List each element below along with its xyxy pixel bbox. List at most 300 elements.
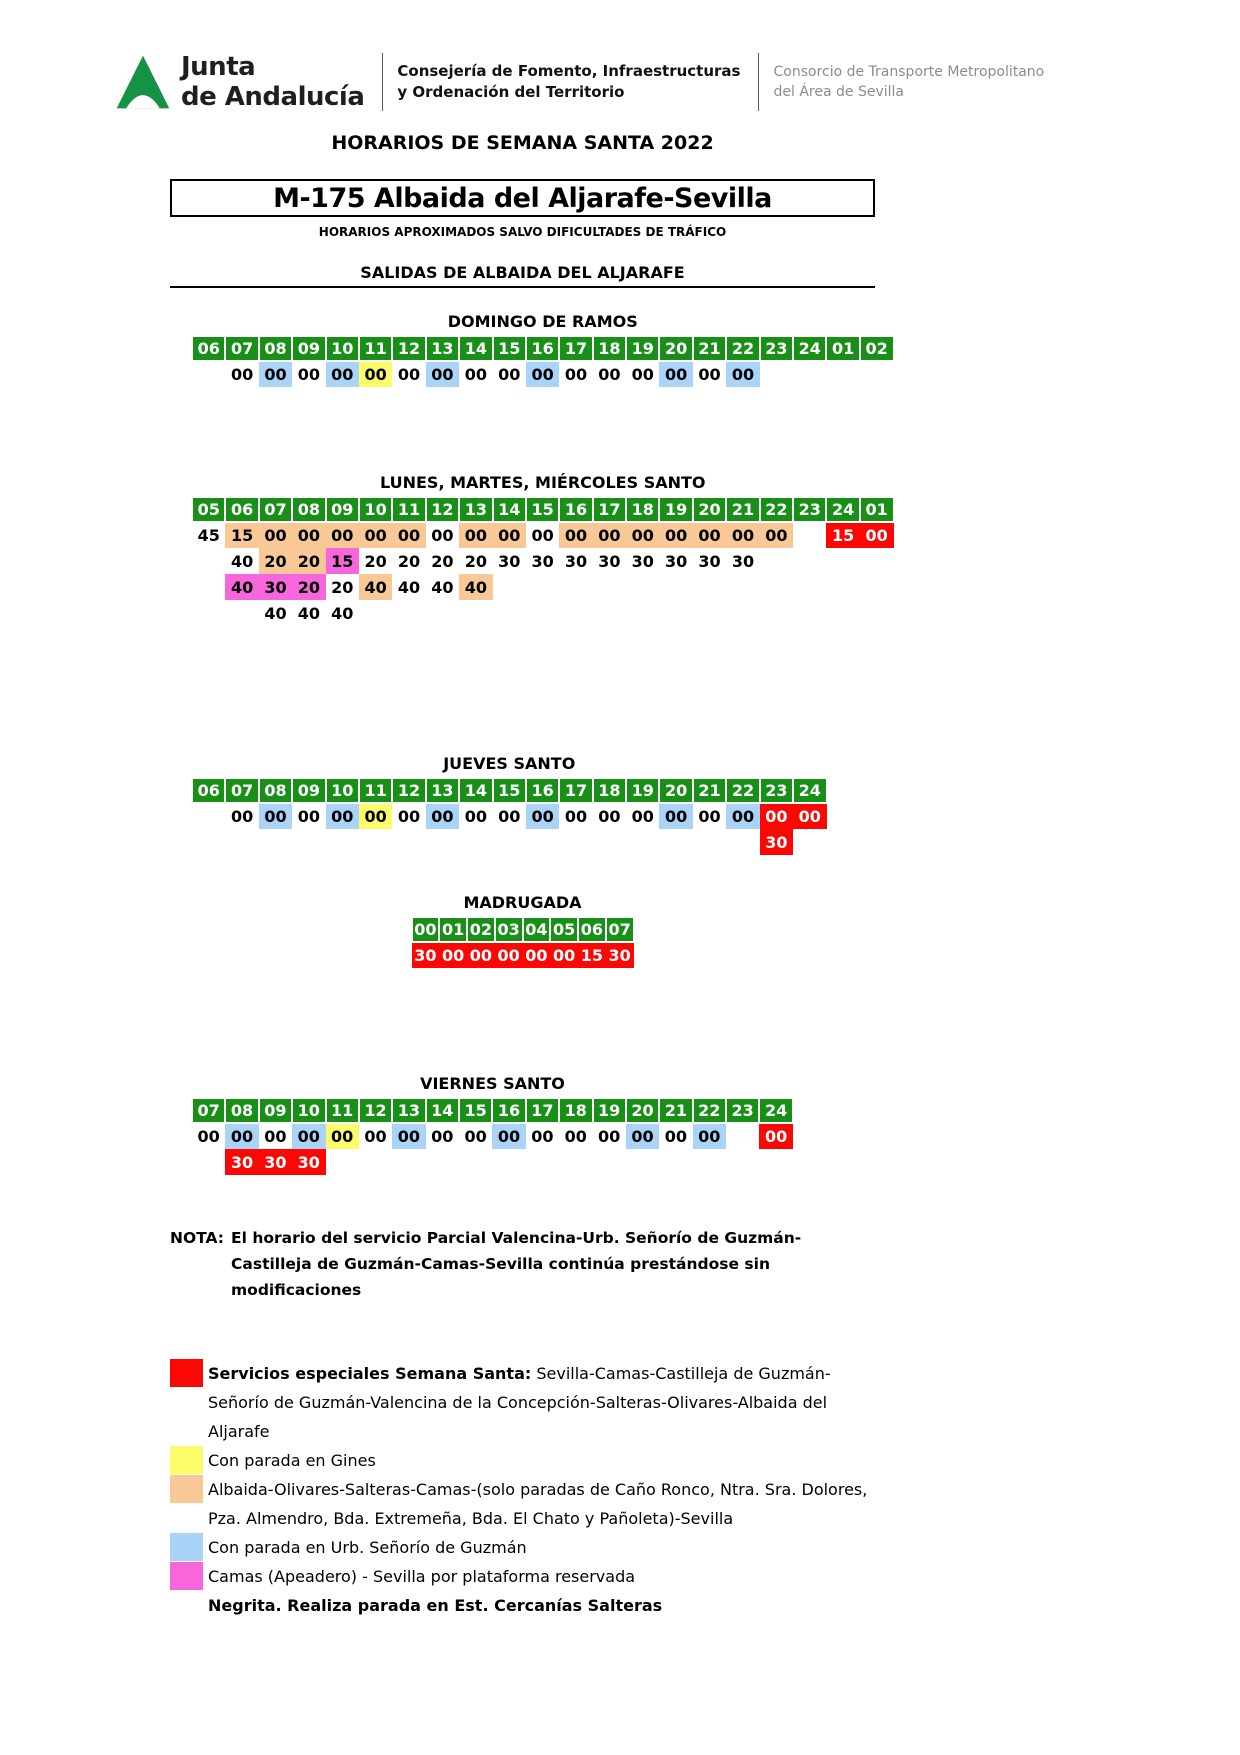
minute-cell: 15 xyxy=(326,548,359,574)
hour-cell: 09 xyxy=(292,778,325,803)
empty-cell xyxy=(392,1149,425,1175)
timetables xyxy=(170,312,888,1175)
hour-cell: 21 xyxy=(693,336,726,361)
hour-cell: 24 xyxy=(826,497,859,522)
hour-header-row xyxy=(192,778,827,803)
minute-cell: 00 xyxy=(598,1127,621,1146)
legend xyxy=(170,1359,875,1620)
minute-cell: 30 xyxy=(731,551,755,571)
empty-cell xyxy=(192,600,225,626)
empty-cell xyxy=(693,1149,726,1175)
hour-cell: 01 xyxy=(826,336,859,361)
empty-cell xyxy=(593,574,626,600)
minutes-row xyxy=(192,1149,793,1175)
minute-cell: 00 xyxy=(531,1127,554,1146)
minute-cell: 20 xyxy=(431,551,454,571)
empty-cell xyxy=(225,829,258,855)
hour-cell: 08 xyxy=(225,1098,258,1123)
empty-cell xyxy=(860,361,894,387)
minute-cell: 20 xyxy=(292,574,325,600)
minute-cell: 40 xyxy=(297,603,320,623)
minute-cell: 00 xyxy=(498,365,521,384)
empty-cell xyxy=(860,548,894,574)
hour-cell: 12 xyxy=(392,336,425,361)
hour-cell: 09 xyxy=(292,336,325,361)
hour-cell: 08 xyxy=(259,336,292,361)
minute-cell: 00 xyxy=(659,361,692,387)
empty-cell xyxy=(626,829,659,855)
dept-line-2: y Ordenación del Territorio xyxy=(397,83,625,101)
minutes-row xyxy=(192,600,894,626)
empty-cell xyxy=(493,600,526,626)
brand-line-2: de Andalucía xyxy=(181,82,365,112)
minutes-row xyxy=(192,548,894,574)
empty-cell xyxy=(192,1149,225,1175)
minute-cell: 00 xyxy=(464,807,487,826)
hour-cell: 17 xyxy=(593,497,626,522)
hour-cell: 05 xyxy=(192,497,225,522)
minute-cell: 30 xyxy=(698,551,721,571)
empty-cell xyxy=(793,600,826,626)
hour-cell: 00 xyxy=(412,917,440,942)
route-title: M-175 Albaida del Aljarafe-Sevilla xyxy=(273,182,772,214)
empty-cell xyxy=(359,1149,392,1175)
hour-cell: 15 xyxy=(459,1098,492,1123)
hour-cell: 14 xyxy=(459,336,492,361)
hour-cell: 17 xyxy=(526,1098,559,1123)
empty-cell xyxy=(793,548,826,574)
hour-cell: 15 xyxy=(493,778,526,803)
minute-cell: 20 xyxy=(259,548,292,574)
legend-text: Camas (Apeadero) - Sevilla por plataforma reservada xyxy=(208,1567,636,1586)
hour-cell: 03 xyxy=(495,917,523,942)
section-rule xyxy=(170,286,875,288)
minute-cell: 00 xyxy=(659,522,692,548)
document-content xyxy=(170,132,888,1620)
empty-cell xyxy=(326,829,359,855)
empty-cell xyxy=(493,574,526,600)
minute-cell: 00 xyxy=(698,365,721,384)
hour-cell: 21 xyxy=(726,497,759,522)
hour-cell: 07 xyxy=(225,778,258,803)
hour-cell: 06 xyxy=(578,917,606,942)
empty-cell xyxy=(626,600,659,626)
hour-cell: 10 xyxy=(326,778,359,803)
hour-cell: 22 xyxy=(726,778,759,803)
minute-cell: 20 xyxy=(397,551,421,571)
empty-cell xyxy=(659,829,692,855)
empty-cell xyxy=(760,361,793,387)
minute-cell: 00 xyxy=(860,522,894,548)
nota-block xyxy=(170,1225,875,1303)
minute-cell: 45 xyxy=(197,526,220,545)
minute-cell: 20 xyxy=(292,548,325,574)
hour-cell: 07 xyxy=(259,497,292,522)
minutes-row xyxy=(192,1123,793,1149)
empty-cell xyxy=(559,1149,592,1175)
minute-cell: 00 xyxy=(397,365,421,384)
hours-table xyxy=(411,916,635,968)
minute-cell: 00 xyxy=(292,1123,325,1149)
minute-cell: 00 xyxy=(467,942,495,968)
empty-cell xyxy=(659,1149,692,1175)
hour-cell: 19 xyxy=(593,1098,626,1123)
hour-cell: 22 xyxy=(693,1098,726,1123)
minute-cell: 00 xyxy=(359,361,392,387)
empty-cell xyxy=(426,1149,459,1175)
empty-cell xyxy=(326,1149,359,1175)
minute-cell: 30 xyxy=(598,551,621,571)
hour-cell: 08 xyxy=(292,497,325,522)
hour-cell: 16 xyxy=(526,336,559,361)
minute-cell: 00 xyxy=(793,803,826,829)
legend-swatch-yellow xyxy=(170,1446,203,1474)
minute-cell: 00 xyxy=(598,807,621,826)
hour-cell: 09 xyxy=(259,1098,292,1123)
hour-cell: 13 xyxy=(426,336,459,361)
minute-cell: 00 xyxy=(526,803,559,829)
minute-cell: 30 xyxy=(631,551,654,571)
minute-cell: 40 xyxy=(230,551,254,571)
consorcio-line-1: Consorcio de Transporte Metropolitano xyxy=(773,64,1045,80)
minute-cell: 00 xyxy=(626,1123,659,1149)
empty-cell xyxy=(793,829,826,855)
empty-cell xyxy=(726,574,759,600)
minute-cell: 30 xyxy=(259,574,292,600)
empty-cell xyxy=(760,574,793,600)
day-title: MADRUGADA xyxy=(463,893,582,912)
hour-cell: 11 xyxy=(359,336,392,361)
section-title: SALIDAS DE ALBAIDA DEL ALJARAFE xyxy=(360,263,685,282)
legend-text: Servicios especiales Semana Santa: Sevilla-Camas-Castilleja de Guzmán-Señorío de Guzmán-Valencina de la Concepción-Salteras-Olivares-Albaida del Aljarafe xyxy=(208,1364,831,1441)
empty-cell xyxy=(426,829,459,855)
hour-cell: 21 xyxy=(693,778,726,803)
minute-cell: 00 xyxy=(726,803,759,829)
nota-text: El horario del servicio Parcial Valencina-Urb. Señorío de Guzmán-Castilleja de Guzmán-Camas-Sevilla continúa prestándose sin modificaciones xyxy=(231,1229,802,1299)
empty-cell xyxy=(526,574,559,600)
minute-cell: 00 xyxy=(359,522,392,548)
hour-cell: 22 xyxy=(726,336,759,361)
hours-table xyxy=(191,1097,794,1175)
hour-cell: 18 xyxy=(626,497,659,522)
minute-cell: 00 xyxy=(326,1123,359,1149)
timetable-domingo-de-ramos xyxy=(191,312,895,387)
hour-cell: 05 xyxy=(550,917,578,942)
hour-cell: 12 xyxy=(359,1098,392,1123)
hour-cell: 14 xyxy=(493,497,526,522)
hour-cell: 12 xyxy=(426,497,459,522)
minute-cell: 30 xyxy=(259,1149,292,1175)
hour-cell: 16 xyxy=(559,497,592,522)
minute-cell: 00 xyxy=(464,365,487,384)
hour-cell: 19 xyxy=(659,497,692,522)
empty-cell xyxy=(760,600,793,626)
legend-swatch-pink xyxy=(170,1562,203,1590)
hour-cell: 15 xyxy=(493,336,526,361)
hour-cell: 16 xyxy=(526,778,559,803)
empty-cell xyxy=(192,829,225,855)
minute-cell: 30 xyxy=(760,829,793,855)
hour-cell: 07 xyxy=(606,917,634,942)
minute-cell: 40 xyxy=(431,577,454,597)
hour-cell: 10 xyxy=(326,336,359,361)
empty-cell xyxy=(826,600,859,626)
hours-table xyxy=(191,496,895,626)
hour-cell: 13 xyxy=(426,778,459,803)
empty-cell xyxy=(559,829,592,855)
minute-cell: 00 xyxy=(297,807,320,826)
hour-cell: 20 xyxy=(659,778,692,803)
minute-cell: 40 xyxy=(397,577,421,597)
minute-cell: 15 xyxy=(225,522,258,548)
header-divider-2 xyxy=(758,53,759,111)
hour-cell: 20 xyxy=(693,497,726,522)
legend-item xyxy=(170,1446,875,1475)
minute-cell: 00 xyxy=(626,522,659,548)
minute-cell: 20 xyxy=(364,551,387,571)
minute-cell: 00 xyxy=(693,1123,726,1149)
hour-cell: 07 xyxy=(225,336,258,361)
minute-cell: 00 xyxy=(439,942,467,968)
hour-cell: 18 xyxy=(593,336,626,361)
legend-item xyxy=(170,1591,875,1620)
minute-cell: 00 xyxy=(426,361,459,387)
empty-cell xyxy=(659,574,692,600)
minute-cell: 00 xyxy=(550,942,578,968)
minute-cell: 00 xyxy=(392,522,425,548)
minute-cell: 00 xyxy=(495,942,523,968)
nota-label: NOTA: xyxy=(170,1229,225,1247)
empty-cell xyxy=(793,361,826,387)
empty-cell xyxy=(693,574,726,600)
hour-cell: 24 xyxy=(793,778,826,803)
minute-cell: 00 xyxy=(230,807,254,826)
hour-cell: 22 xyxy=(760,497,793,522)
minute-cell: 40 xyxy=(331,603,354,623)
minute-cell: 30 xyxy=(606,942,634,968)
minute-cell: 00 xyxy=(297,365,320,384)
minute-cell: 00 xyxy=(564,1127,587,1146)
empty-cell xyxy=(192,548,225,574)
minute-cell: 00 xyxy=(593,522,626,548)
minute-cell: 00 xyxy=(197,1127,220,1146)
hour-cell: 23 xyxy=(760,336,793,361)
legend-swatch-blue xyxy=(170,1533,203,1561)
hour-cell: 10 xyxy=(292,1098,325,1123)
empty-cell xyxy=(492,1149,525,1175)
hour-cell: 06 xyxy=(192,336,225,361)
hour-cell: 11 xyxy=(392,497,425,522)
hour-cell: 06 xyxy=(192,778,225,803)
minute-cell: 20 xyxy=(331,577,354,597)
minute-cell: 00 xyxy=(559,522,592,548)
hour-cell: 02 xyxy=(467,917,495,942)
minute-cell: 00 xyxy=(659,803,692,829)
empty-cell xyxy=(259,829,292,855)
legend-text: Negrita. Realiza parada en Est. Cercanías Salteras xyxy=(208,1596,663,1615)
minute-cell: 00 xyxy=(693,522,726,548)
hour-cell: 14 xyxy=(459,778,492,803)
minute-cell: 00 xyxy=(431,1127,454,1146)
minute-cell: 00 xyxy=(760,522,793,548)
dept-line-1: Consejería de Fomento, Infraestructuras xyxy=(397,62,741,80)
hour-cell: 23 xyxy=(793,497,826,522)
hour-cell: 09 xyxy=(326,497,359,522)
empty-cell xyxy=(526,1149,559,1175)
junta-andalucia-logo xyxy=(115,52,171,112)
empty-cell xyxy=(459,829,492,855)
department-name xyxy=(397,61,740,103)
minute-cell: 00 xyxy=(392,1123,425,1149)
minutes-row xyxy=(412,942,634,968)
minutes-row xyxy=(192,522,894,548)
minute-cell: 00 xyxy=(726,522,759,548)
minute-cell: 00 xyxy=(493,522,526,548)
minute-cell: 00 xyxy=(359,803,392,829)
hour-cell: 11 xyxy=(359,778,392,803)
minute-cell: 00 xyxy=(230,365,254,384)
minute-cell: 00 xyxy=(664,1127,688,1146)
empty-cell xyxy=(626,574,659,600)
empty-cell xyxy=(759,1149,793,1175)
hour-cell: 20 xyxy=(626,1098,659,1123)
minute-cell: 00 xyxy=(259,522,292,548)
empty-cell xyxy=(192,803,225,829)
route-title-box xyxy=(170,179,875,217)
minute-cell: 00 xyxy=(426,803,459,829)
minute-cell: 00 xyxy=(364,1127,387,1146)
legend-swatch-none xyxy=(170,1591,203,1619)
minute-cell: 00 xyxy=(698,807,721,826)
empty-cell xyxy=(359,600,392,626)
empty-cell xyxy=(526,600,559,626)
minute-cell: 00 xyxy=(225,1123,258,1149)
empty-cell xyxy=(526,829,559,855)
hour-cell: 14 xyxy=(426,1098,459,1123)
empty-cell xyxy=(726,829,759,855)
minute-cell: 00 xyxy=(531,526,554,545)
empty-cell xyxy=(826,361,859,387)
empty-cell xyxy=(426,600,459,626)
minute-cell: 30 xyxy=(225,1149,258,1175)
minute-cell: 20 xyxy=(464,551,487,571)
hour-cell: 16 xyxy=(492,1098,525,1123)
minute-cell: 30 xyxy=(292,1149,325,1175)
consorcio-line-2: del Área de Sevilla xyxy=(773,84,904,100)
minute-cell: 00 xyxy=(259,361,292,387)
minutes-row xyxy=(192,829,827,855)
minute-cell: 30 xyxy=(665,551,688,571)
minute-cell: 15 xyxy=(826,522,859,548)
empty-cell xyxy=(826,574,859,600)
day-title: VIERNES SANTO xyxy=(420,1074,565,1093)
hour-cell: 02 xyxy=(860,336,894,361)
junta-brand-text xyxy=(181,52,364,112)
header-divider-1 xyxy=(382,53,383,111)
empty-cell xyxy=(493,829,526,855)
empty-cell xyxy=(726,1149,759,1175)
minute-cell: 00 xyxy=(564,365,588,384)
minute-cell: 40 xyxy=(359,574,392,600)
empty-cell xyxy=(459,600,492,626)
legend-item xyxy=(170,1475,875,1533)
minute-cell: 30 xyxy=(412,942,440,968)
empty-cell xyxy=(793,522,826,548)
brand-line-1: Junta xyxy=(181,52,256,82)
legend-swatch-orange xyxy=(170,1475,203,1503)
empty-cell xyxy=(693,600,726,626)
minute-cell: 00 xyxy=(759,1123,793,1149)
minute-cell: 00 xyxy=(264,1127,287,1146)
minute-cell: 30 xyxy=(531,551,554,571)
hour-cell: 10 xyxy=(359,497,392,522)
hour-cell: 17 xyxy=(559,336,592,361)
empty-cell xyxy=(860,600,894,626)
hour-cell: 23 xyxy=(726,1098,759,1123)
hour-header-row xyxy=(192,497,894,522)
hour-cell: 19 xyxy=(626,778,659,803)
empty-cell xyxy=(459,1149,492,1175)
hour-header-row xyxy=(192,1098,793,1123)
hour-cell: 01 xyxy=(860,497,894,522)
hour-cell: 15 xyxy=(526,497,559,522)
timetable-lunes-martes-miercoles-santo xyxy=(191,473,895,626)
minute-cell: 00 xyxy=(459,522,492,548)
hour-cell: 07 xyxy=(192,1098,225,1123)
empty-cell xyxy=(192,361,225,387)
consorcio-name xyxy=(773,62,1044,102)
minute-cell: 40 xyxy=(264,603,287,623)
minute-cell: 00 xyxy=(564,807,588,826)
legend-text: Albaida-Olivares-Salteras-Camas-(solo paradas de Caño Ronco, Ntra. Sra. Dolores, Pza. Almendro, Bda. Extremeña, Bda. El Chato y Pañoleta)-Sevilla xyxy=(208,1480,868,1528)
empty-cell xyxy=(392,600,425,626)
hour-cell: 12 xyxy=(392,778,425,803)
hour-cell: 13 xyxy=(392,1098,425,1123)
doc-title: HORARIOS DE SEMANA SANTA 2022 xyxy=(331,132,714,154)
empty-cell xyxy=(726,1123,759,1149)
minute-cell: 00 xyxy=(498,807,521,826)
legend-swatch-red xyxy=(170,1359,203,1387)
empty-cell xyxy=(593,1149,626,1175)
hour-cell: 06 xyxy=(225,497,258,522)
empty-cell xyxy=(392,829,425,855)
minute-cell: 00 xyxy=(726,361,759,387)
empty-cell xyxy=(192,574,225,600)
minute-cell: 30 xyxy=(564,551,588,571)
minute-cell: 00 xyxy=(326,522,359,548)
hour-cell: 23 xyxy=(760,778,793,803)
empty-cell xyxy=(359,829,392,855)
empty-cell xyxy=(626,1149,659,1175)
hour-cell: 18 xyxy=(593,778,626,803)
timetable-viernes-santo xyxy=(191,1074,794,1175)
empty-cell xyxy=(760,548,793,574)
empty-cell xyxy=(559,574,592,600)
minute-cell: 00 xyxy=(326,361,359,387)
legend-text: Con parada en Urb. Señorío de Guzmán xyxy=(208,1538,527,1557)
hour-cell: 01 xyxy=(439,917,467,942)
minute-cell: 00 xyxy=(464,1127,487,1146)
minute-cell: 00 xyxy=(598,365,621,384)
empty-cell xyxy=(826,548,859,574)
minute-cell: 40 xyxy=(459,574,492,600)
document-header xyxy=(115,48,1240,116)
empty-cell xyxy=(693,829,726,855)
minute-cell: 00 xyxy=(326,803,359,829)
minute-cell: 00 xyxy=(259,803,292,829)
hour-cell: 17 xyxy=(559,778,592,803)
empty-cell xyxy=(225,600,258,626)
